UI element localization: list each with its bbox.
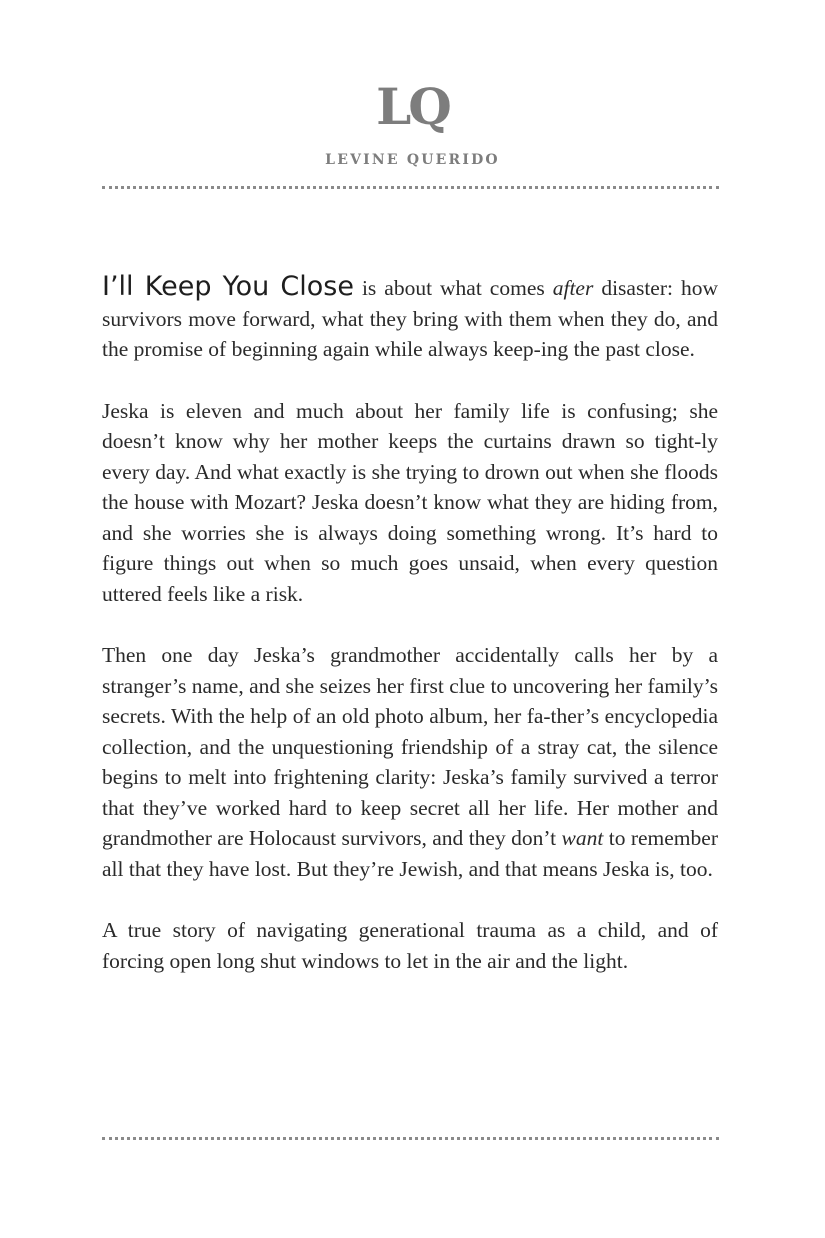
intro-text-before: is about what comes — [353, 276, 553, 300]
bottom-dotted-divider — [102, 1137, 719, 1140]
paragraph-intro — [102, 272, 718, 365]
paragraph-clue — [102, 640, 718, 884]
book-description — [102, 272, 718, 1007]
paragraph-jeska: Jeska is eleven and much about her family life is confusing; she doesn’t know why her mother keeps the curtains drawn so tight-ly every day. And what exactly is she trying to drown out when she floods the house with Mozart? Jeska doesn’t know what they are hiding from, and she worries she is always doing something wrong. It’s hard to figure things out when so much goes unsaid, when every question uttered feels like a risk. — [102, 398, 718, 606]
top-dotted-divider — [102, 186, 719, 189]
clue-text-after: to remember all that they have lost. But they’re Jewish, and that means Jeska is, too. — [102, 826, 718, 881]
book-title: I’ll Keep You Close — [102, 271, 354, 302]
intro-text-after: disaster: how survivors move forward, what they bring with them when they do, and the promise of beginning again while always keep-ing the past close. — [102, 276, 718, 361]
paragraph-closing: A true story of navigating generational trauma as a child, and of forcing open long shut windows to let in the air and the light. — [102, 918, 718, 973]
publisher-logo: LQ — [376, 77, 449, 136]
intro-emphasis: after — [552, 276, 594, 300]
clue-text-before: Then one day Jeska’s grandmother accidentally calls her by a stranger’s name, and she seizes her first clue to uncovering her family’s secrets. With the help of an old photo album, her fa-ther’s encyclopedia collection, and the unquestioning friendship of a stray cat, the silence begins to melt into frightening clarity: Jeska’s family survived a terror that they’ve worked hard to keep secret all her life. Her mother and grandmother are Holocaust survivors, and they don’t — [102, 643, 718, 850]
publisher-name: LEVINE QUERIDO — [325, 152, 500, 168]
clue-emphasis: want — [561, 826, 604, 850]
